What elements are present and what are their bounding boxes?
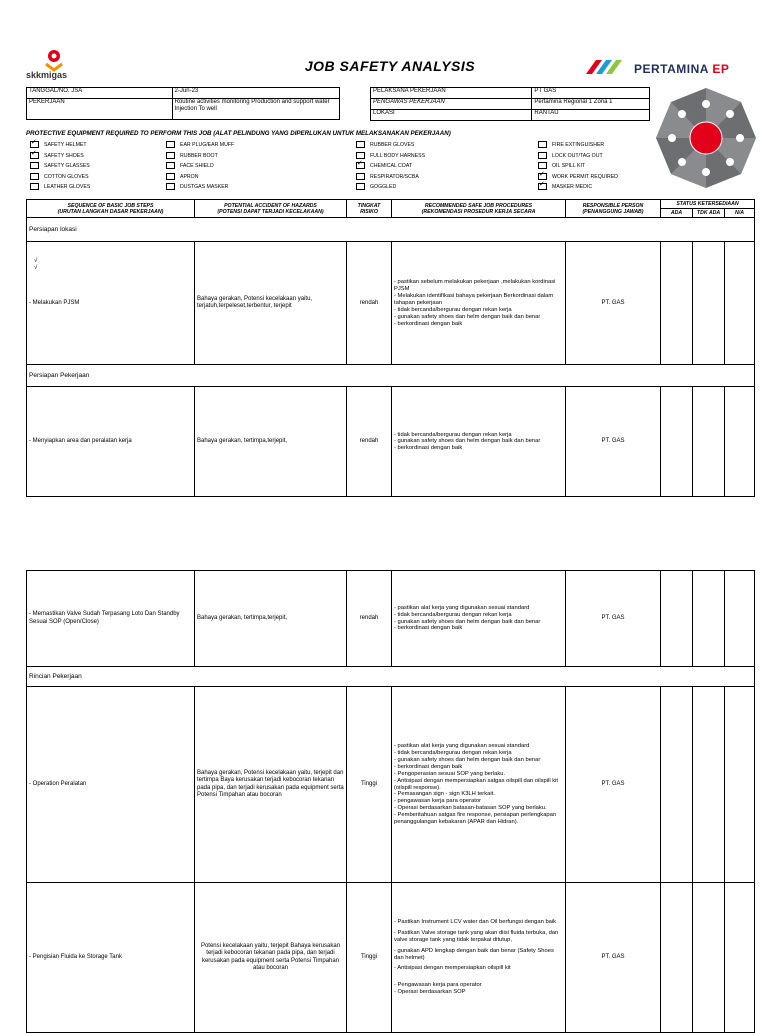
- ppe-item-label: SAFETY HELMET: [44, 141, 87, 148]
- table-row: [27, 687, 755, 883]
- ppe-item: [30, 183, 90, 190]
- step-cell: - Pengisian Fluida ke Storage Tank: [27, 883, 195, 1033]
- ppe-checkbox[interactable]: [30, 152, 39, 159]
- pengawas-value: Pertamina Regional 1 Zona 1: [532, 99, 650, 110]
- jsa-table-page1: [26, 199, 755, 497]
- status-tidak-ada-cell: [693, 571, 725, 667]
- status-ada-cell: [661, 571, 693, 667]
- table-row: [27, 883, 755, 1033]
- skkmigas-logo: [26, 48, 86, 82]
- section-row: [27, 667, 755, 687]
- responsible-cell: PT. GAS: [566, 571, 661, 667]
- skkmigas-logo-text: skkmigas: [26, 70, 68, 80]
- ppe-item-label: GOGGLED: [370, 184, 397, 191]
- ppe-item: [166, 141, 234, 148]
- ppe-item: [356, 183, 396, 190]
- ppe-item-label: FACE SHIELD: [180, 163, 214, 170]
- ppe-item-label: APRON: [180, 173, 199, 180]
- ppe-item: [538, 152, 603, 159]
- ppe-item-label: LOCK OUT/TAG OUT: [552, 152, 603, 159]
- ppe-item: [356, 152, 425, 159]
- pelaksana-value: PT GAS: [532, 88, 650, 99]
- pekerjaan-label: PEKERJAAN: [27, 99, 173, 120]
- procedure-cell: - pastikan alat kerja yang digunakan sesuai standard - tidak bercanda/bergurau dengan rekan kerja - gunakan safety shoes dan helm dengan baik dan benar - berkordinasi dengan baik: [392, 571, 566, 667]
- pertamina-logo: [582, 56, 762, 80]
- hazard-cell: Potensi kecelakaan yaitu, terjepit Bahaya kerusakan terjadi kebocoran tekanan pada pipa, dan terjadi kerusakan pada equipment serta Potensi Timpahan atau bocoran: [195, 883, 347, 1033]
- procedure-cell: - Pastikan Instrument LCV water dan Oil berfungsi dengan baik - Pastikan Valve storage tank yang akan diisi fluida terbuka, dan valve storage tank yang tidak terpakai ditutup, - gunakan APD lengkap dengan baik dan benar (Safety Shoes dan helmet) - Antisipasi dengan mempersiapkan oilspill kit - Pengawasan kerja para operator - Operasi berdasarkan SOP: [392, 883, 566, 1033]
- ppe-checkbox[interactable]: [30, 141, 39, 148]
- responsible-cell: PT. GAS: [566, 242, 661, 365]
- ppe-checkbox[interactable]: [356, 173, 365, 180]
- ppe-item-label: OIL SPILL KIT: [552, 163, 586, 170]
- header-ada: ADA: [661, 209, 693, 218]
- ppe-item: [538, 141, 604, 148]
- ppe-checkbox[interactable]: [30, 183, 39, 190]
- skkmigas-emblem-icon: [26, 48, 86, 72]
- ppe-item-label: FIRE EXTINGUISHER: [552, 141, 605, 148]
- safety-wheel-icon: [654, 86, 758, 190]
- status-tidak-ada-cell: [693, 687, 725, 883]
- hazard-cell: Bahaya gerakan, Potensi kecelakaan yaitu, terjatuh,terpeleset,terbentur, terjepit: [195, 242, 347, 365]
- ppe-item-label: RESPIRATOR/SCBA: [370, 173, 419, 180]
- document-title: JOB SAFETY ANALYSIS: [304, 58, 476, 74]
- procedure-cell: - tidak bercanda/bergurau dengan rekan kerja - gunakan safety shoes dan helm dengan baik dan benar - berkordinasi dengan baik: [392, 387, 566, 497]
- section-row: [27, 365, 755, 387]
- ppe-checklist: [30, 141, 650, 193]
- ppe-checkbox[interactable]: [356, 162, 365, 169]
- ppe-item: [166, 152, 218, 159]
- tanggal-label: TANGGAL/NO. JSA: [27, 88, 173, 99]
- header-procedures: RECOMMENDED SAFE JOB PROCEDURES (REKOMENDASI PROSEDUR KERJA SECARA: [392, 200, 566, 218]
- ppe-checkbox[interactable]: [538, 183, 547, 190]
- ppe-item-label: CHEMICAL COAT: [370, 163, 413, 170]
- ppe-checkbox[interactable]: [166, 152, 175, 159]
- ppe-item: [166, 162, 214, 169]
- step-cell: - Melakukan PJSM: [27, 242, 195, 365]
- procedure-cell: - pastikan sebelum melakukan pekerjaan ,melakukan kordinasi PJSM - Melakukan identifikasi bahaya pekerjaan Berkordinasi dalam tahapan pekerjaan - tidak bercanda/bergurau dengan rekan kerja - gunakan safety shoes dan helm dengan baik dan benar - berkordinasi dengan baik: [392, 242, 566, 365]
- status-tidak-ada-cell: [693, 883, 725, 1033]
- risk-cell: Tinggi: [347, 883, 392, 1033]
- job-info-table-left: [26, 87, 340, 120]
- status-ada-cell: [661, 687, 693, 883]
- lokasi-value: RANTAU: [532, 110, 650, 121]
- tick-marks: [34, 258, 37, 271]
- ppe-item: [538, 162, 585, 169]
- risk-cell: rendah: [347, 387, 392, 497]
- ppe-item-label: FULL BODY HARNESS: [370, 152, 426, 159]
- ppe-checkbox[interactable]: [356, 152, 365, 159]
- ppe-item: [30, 141, 87, 148]
- procedure-cell: - pastikan alat kerja yang digunakan sesuai standard - tidak bercanda/bergurau dengan rekan kerja - gunakan safety shoes dan helm dengan baik dan benar - berkordinasi dengan baik - Pengoperasian sesuai SOP yang berlaku. - Antisipasi dengan mempersiapkan satgas oilspill dan oilspill kit (oilspill response). - Pemasangan sign - sign K3LH terkait. - pengawasan kerja para operator - Operasi berdasarkan batasan-batasan SOP yang berlaku. - Pemberitahuan satgas fire response, persiapan perlengkapan penanggulangan kebakaran (APAR dan Hidran).: [392, 687, 566, 883]
- ppe-checkbox[interactable]: [166, 173, 175, 180]
- status-tidak-ada-cell: [693, 242, 725, 365]
- pertamina-logo-text: PERTAMINA EP: [634, 62, 730, 76]
- ppe-checkbox[interactable]: [356, 141, 365, 148]
- pengawas-label: PENGAWAS PEKERJAAN: [371, 99, 532, 110]
- status-na-cell: [725, 883, 755, 1033]
- ppe-item: [538, 173, 618, 180]
- header-steps: SEQUENCE OF BASIC JOB STEPS (URUTAN LANGKAH DASAR PEKERJAAN): [27, 200, 195, 218]
- ppe-item: [356, 173, 419, 180]
- ppe-item: [356, 162, 412, 169]
- ppe-item-label: SAFETY SHOES: [44, 152, 84, 159]
- hazard-cell: Bahaya gerakan, Potensi kecelakaan yaitu, terjepit dan tertimpa Baya kerusakan terjadi kebocoran tekanan pada pipa, dan terjadi kerusakan pada equipment serta Potensi Timpahan atau bocoran: [195, 687, 347, 883]
- tick-mark: √: [34, 264, 38, 271]
- pertamina-logo-suffix: EP: [712, 62, 730, 76]
- status-ada-cell: [661, 883, 693, 1033]
- ppe-item-label: WORK PERMIT REQUIRED: [552, 173, 618, 180]
- jsa-table-page2: [26, 570, 755, 1033]
- table-row: [27, 242, 755, 365]
- status-na-cell: [725, 571, 755, 667]
- ppe-item: [30, 162, 90, 169]
- ppe-item-label: SAFETY GLASSES: [44, 163, 90, 170]
- status-na-cell: [725, 687, 755, 883]
- header-status: STATUS KETERSEDIAAN: [661, 200, 755, 209]
- section-persiapan-lokasi: Persiapan lokasi: [27, 218, 755, 242]
- ppe-item-label: RUBBER BOOT: [180, 152, 218, 159]
- responsible-cell: PT. GAS: [566, 883, 661, 1033]
- section-rincian-pekerjaan: Rincian Pekerjaan: [27, 667, 755, 687]
- ppe-item: [356, 141, 414, 148]
- section-row: [27, 218, 755, 242]
- status-ada-cell: [661, 387, 693, 497]
- ppe-checkbox[interactable]: [30, 162, 39, 169]
- header-responsible: RESPONSIBLE PERSON (PENANGGUNG JAWAB): [566, 200, 661, 218]
- status-ada-cell: [661, 242, 693, 365]
- ppe-checkbox[interactable]: [30, 173, 39, 180]
- hazard-cell: Bahaya gerakan, tertimpa,terjepit,: [195, 571, 347, 667]
- ppe-checkbox[interactable]: [166, 183, 175, 190]
- risk-cell: rendah: [347, 242, 392, 365]
- header-tidak-ada: TDK ADA: [693, 209, 725, 218]
- ppe-item: [166, 173, 198, 180]
- responsible-cell: PT. GAS: [566, 687, 661, 883]
- header-risk: TINGKAT RISIKO: [347, 200, 392, 218]
- hazard-cell: Bahaya gerakan, tertimpa,terjepit,: [195, 387, 347, 497]
- lokasi-label: LOKASI: [371, 110, 532, 121]
- risk-cell: Tinggi: [347, 687, 392, 883]
- header-na: N/A: [725, 209, 755, 218]
- ppe-item-label: MASKER MEDIC: [552, 184, 593, 191]
- job-info-table-right: [370, 87, 650, 121]
- ppe-checkbox[interactable]: [166, 162, 175, 169]
- step-cell: - Menyiapkan area dan peralatan kerja: [27, 387, 195, 497]
- ppe-item-label: COTTON GLOVES: [44, 173, 89, 180]
- ppe-item-label: RUBBER GLOVES: [370, 141, 415, 148]
- ppe-checkbox[interactable]: [166, 141, 175, 148]
- ppe-item-label: LEATHER GLOVES: [44, 184, 91, 191]
- tick-mark: √: [34, 258, 38, 264]
- step-cell: - Operation Peralatan: [27, 687, 195, 883]
- status-na-cell: [725, 387, 755, 497]
- ppe-checkbox[interactable]: [538, 152, 547, 159]
- pertamina-emblem-icon: [582, 56, 632, 80]
- ppe-checkbox[interactable]: [538, 141, 547, 148]
- safety-wheel-graphic: [654, 86, 758, 190]
- ppe-checkbox[interactable]: [356, 183, 365, 190]
- ppe-title: PROTECTIVE EQUIPMENT REQUIRED TO PERFORM THIS JOB (ALAT PELINDUNG YANG DIPERLUKAN UNTUK MELAKSANAKAN PEKERJAAN): [26, 130, 451, 137]
- status-na-cell: [725, 242, 755, 365]
- status-tidak-ada-cell: [693, 387, 725, 497]
- table-header-row: [27, 200, 755, 209]
- table-row: [27, 387, 755, 497]
- risk-cell: rendah: [347, 571, 392, 667]
- pekerjaan-value: Routine activities monitoring Production and support water Injection To well: [172, 99, 339, 120]
- table-row: [27, 571, 755, 667]
- step-cell: - Memastikan Valve Sudah Terpasang Loto Dan Standby Sesuai SOP (Open/Close): [27, 571, 195, 667]
- ppe-checkbox[interactable]: [538, 173, 547, 180]
- ppe-item-label: EAR PLUG/EAR MUFF: [180, 141, 235, 148]
- header-hazard: POTENTIAL ACCIDENT OF HAZARDS (POTENSI DAPAT TERJADI KECELAKAAN): [195, 200, 347, 218]
- tanggal-value: 2-Jun-23: [172, 88, 339, 99]
- ppe-checkbox[interactable]: [538, 162, 547, 169]
- ppe-item: [538, 183, 592, 190]
- ppe-item: [30, 152, 84, 159]
- section-persiapan-pekerjaan: Persiapan Pekerjaan: [27, 365, 755, 387]
- responsible-cell: PT. GAS: [566, 387, 661, 497]
- pelaksana-label: PELAKSANA PEKERJAAN: [371, 88, 532, 99]
- ppe-item: [166, 183, 228, 190]
- ppe-item: [30, 173, 89, 180]
- ppe-item-label: DUSTGAS MASKER: [180, 184, 229, 191]
